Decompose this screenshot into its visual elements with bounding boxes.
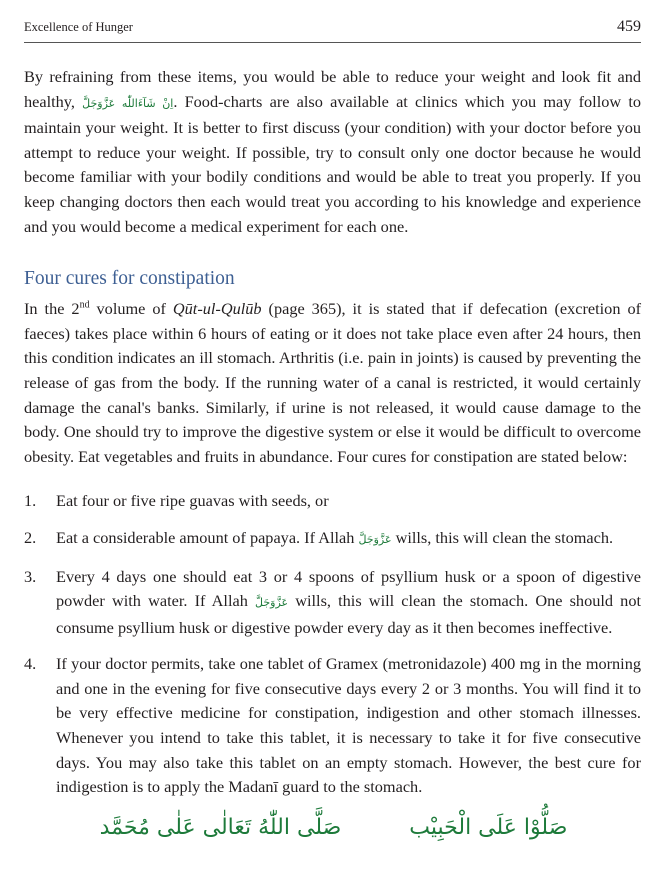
para-mid: volume of xyxy=(89,299,173,319)
item-text xyxy=(56,565,641,641)
item-number: 4. xyxy=(24,654,37,674)
intro-text-start: By refraining from these items, you would be able to reduce your weight and look fit and healthy, xyxy=(24,67,641,111)
section-heading: Four cures for constipation xyxy=(24,268,235,290)
item-text-end: wills, this will clean the stomach. xyxy=(391,527,614,547)
item-number: 1. xyxy=(24,491,37,511)
list-item xyxy=(24,652,641,800)
item-text xyxy=(56,526,641,553)
para-start: In the 2 xyxy=(24,299,80,319)
item-text-start: Eat a considerable amount of papaya. If Allah xyxy=(56,527,359,547)
ordinal-superscript: nd xyxy=(79,299,90,311)
list-item xyxy=(24,489,641,514)
item-text: If your doctor permits, take one tablet of Gramex (metronidazole) 400 mg in the morning and one in the evening for five consecutive days every 2 or 3 months. You will find it to be very effective medicine for constipation, indigestion and other stomach illnesses. Whenever you intend to take this tablet, it is necessary to take it for five consecutive days. You may also take this tablet on an empty stomach. However, the best cure for indigestion is to apply the Madanī guard to the stomach. xyxy=(56,654,641,797)
list-item xyxy=(24,565,641,641)
cures-list xyxy=(24,489,641,800)
azzawajal-arabic: عَزَّوَجَلَّ xyxy=(358,532,392,546)
item-text-start: Every 4 days one should eat 3 or 4 spoons of psyllium husk or a spoon of digestive powder with water. If Allah xyxy=(56,566,641,611)
salutation-line xyxy=(0,815,667,840)
intro-paragraph xyxy=(24,65,641,239)
intro-text-end: . Food-charts are also available at clinics which you may follow to maintain your weight. It is better to first discuss (your condition) with your doctor before you attempt to reduce your weight. If possible, try to consult only one doctor because he would become familiar with your bodily conditions and would be able to treat you properly. If you keep changing doctors then each would treat you according to his knowledge and experience and you would become a medical experiment for each one. xyxy=(24,91,642,236)
salutation-left: صَلَّى اللّٰهُ تَعَالٰى عَلٰى مُحَمَّد xyxy=(99,815,342,840)
item-text: Eat four or five ripe guavas with seeds, or xyxy=(56,491,329,511)
chapter-title: Excellence of Hunger xyxy=(24,20,133,34)
salutation-right: صَلُّوْا عَلَى الْحَبِيْب xyxy=(409,815,568,840)
para-end: (page 365), it is stated that if defecation (excretion of faeces) takes place within 6 hours of eating or it does not take place even after 24 hours, then this condition indicates an ill stomach. Arthritis (i.e. pain in joints) is caused by preventing the release of gas from the body. If the running water of a canal is restricted, it would certainly damage the canal's banks. Similarly, if urine is not released, it would cause damage to the body. One should try to improve the digestive system or else it would be difficult to overcome obesity. Eat vegetables and fruits in abundance. Four cures for constipation are stated below: xyxy=(24,299,642,466)
item-number: 3. xyxy=(24,566,37,586)
item-text-end: wills, this will clean the stomach. One should not consume psyllium husk or digestive powder every day as it then becomes ineffective. xyxy=(56,591,641,637)
page-content xyxy=(24,65,641,812)
section-paragraph xyxy=(24,297,641,469)
azzawajal-arabic: عَزَّوَجَلَّ xyxy=(255,596,289,610)
inshallah-arabic: اِنْ شَآءَاللّٰه عَزَّوَجَلَّ xyxy=(82,96,174,110)
book-title: Qūt-ul-Qulūb xyxy=(172,299,262,319)
list-item xyxy=(24,526,641,553)
item-number: 2. xyxy=(24,527,37,547)
running-header xyxy=(24,18,641,43)
page-number: 459 xyxy=(617,18,641,35)
